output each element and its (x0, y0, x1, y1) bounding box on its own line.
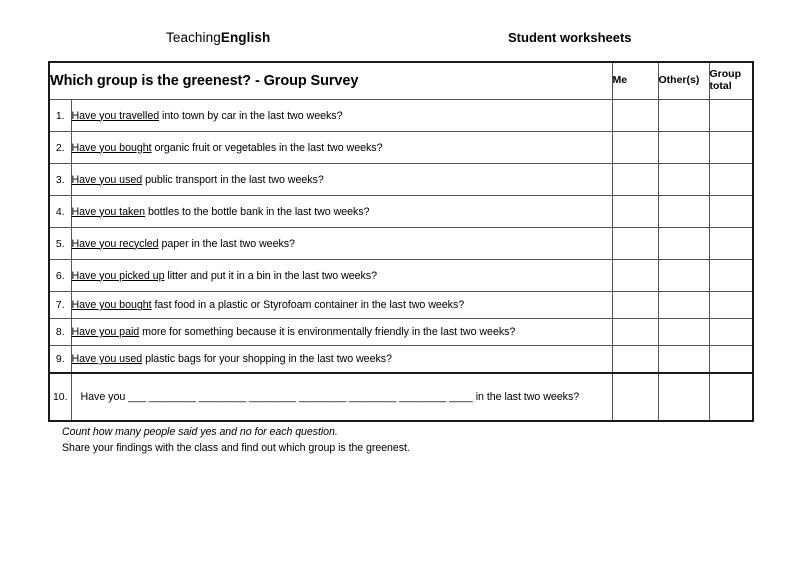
answer-cell-others[interactable] (658, 228, 709, 260)
row-number: 4. (49, 196, 71, 228)
answer-cell-others[interactable] (658, 100, 709, 132)
row-number: 10. (49, 373, 71, 421)
question-rest: litter and put it in a bin in the last two weeks? (164, 269, 378, 282)
group-total-line1: Group (709, 68, 742, 81)
row-number: 6. (49, 260, 71, 292)
question-text (71, 164, 612, 196)
question-rest: public transport in the last two weeks? (142, 173, 324, 186)
answer-cell-group-total[interactable] (709, 164, 753, 196)
row-number: 8. (49, 319, 71, 346)
answer-cell-others[interactable] (658, 346, 709, 374)
question-stem: Have you taken (71, 205, 146, 218)
answer-cell-others[interactable] (658, 319, 709, 346)
question-stem: Have you bought (71, 299, 152, 311)
question-stem: Have you used (71, 173, 143, 186)
answer-cell-others[interactable] (658, 373, 709, 421)
answer-cell-group-total[interactable] (709, 292, 753, 319)
table-header-row (49, 62, 753, 100)
answer-cell-group-total[interactable] (709, 260, 753, 292)
brand-bold-text: English (220, 30, 271, 45)
column-header-group-total (709, 62, 753, 100)
answer-cell-me[interactable] (612, 260, 658, 292)
table-row (49, 196, 753, 228)
answer-cell-group-total[interactable] (709, 228, 753, 260)
row-number: 3. (49, 164, 71, 196)
answer-cell-group-total[interactable] (709, 196, 753, 228)
table-row (49, 164, 753, 196)
question-stem: Have you recycled (71, 237, 159, 250)
answer-cell-group-total[interactable] (709, 319, 753, 346)
answer-cell-me[interactable] (612, 319, 658, 346)
question-stem: Have you travelled (71, 109, 160, 122)
question-text (71, 260, 612, 292)
question-stem: Have you picked up (71, 269, 165, 282)
answer-cell-me[interactable] (612, 346, 658, 374)
table-row (49, 319, 753, 346)
instruction-notes (62, 424, 762, 457)
answer-cell-others[interactable] (658, 132, 709, 164)
question-rest: into town by car in the last two weeks? (159, 109, 343, 122)
instruction-line-2: Share your findings with the class and find out which group is the greenest. (62, 442, 410, 455)
question-stem: Have you used (71, 353, 143, 365)
question-rest: bottles to the bottle bank in the last two weeks? (145, 205, 370, 218)
table-row (49, 373, 753, 421)
answer-cell-group-total[interactable] (709, 100, 753, 132)
question-rest: more for something because it is environmentally friendly in the last two weeks? (139, 326, 516, 338)
row-number: 9. (49, 346, 71, 374)
table-row (49, 100, 753, 132)
column-header-others: Other(s) (658, 62, 709, 100)
table-row (49, 132, 753, 164)
answer-cell-me[interactable] (612, 196, 658, 228)
question-stem: Have you bought (71, 141, 152, 154)
row-number: 1. (49, 100, 71, 132)
question-rest: organic fruit or vegetables in the last two weeks? (151, 141, 383, 154)
row-number: 7. (49, 292, 71, 319)
survey-table-wrapper (48, 61, 752, 422)
brand-logo (166, 30, 270, 45)
question-text (71, 292, 612, 319)
question-rest: Have you ___ ________ ________ ________ ________ ________ ________ ____ in the last two weeks? (80, 391, 580, 403)
question-stem: Have you paid (71, 326, 140, 338)
row-number: 5. (49, 228, 71, 260)
question-text-blank[interactable] (71, 373, 612, 421)
brand-regular-text: Teaching (166, 30, 221, 45)
question-text (71, 228, 612, 260)
group-survey-table (48, 61, 754, 422)
answer-cell-others[interactable] (658, 196, 709, 228)
table-row (49, 292, 753, 319)
survey-title: Which group is the greenest? - Group Survey (49, 62, 612, 100)
answer-cell-group-total[interactable] (709, 346, 753, 374)
document-header (48, 30, 752, 50)
instruction-line-1: Count how many people said yes and no for each question. (62, 426, 338, 438)
row-number: 2. (49, 132, 71, 164)
question-rest: plastic bags for your shopping in the last two weeks? (142, 353, 392, 365)
answer-cell-others[interactable] (658, 164, 709, 196)
question-text (71, 319, 612, 346)
answer-cell-me[interactable] (612, 164, 658, 196)
table-row (49, 260, 753, 292)
question-text (71, 100, 612, 132)
table-row (49, 346, 753, 374)
answer-cell-others[interactable] (658, 260, 709, 292)
answer-cell-group-total[interactable] (709, 373, 753, 421)
answer-cell-group-total[interactable] (709, 132, 753, 164)
header-right-label: Student worksheets (508, 30, 632, 45)
answer-cell-others[interactable] (658, 292, 709, 319)
table-row (49, 228, 753, 260)
question-text (71, 132, 612, 164)
question-rest: fast food in a plastic or Styrofoam container in the last two weeks? (151, 299, 465, 311)
column-header-me: Me (612, 62, 658, 100)
answer-cell-me[interactable] (612, 292, 658, 319)
answer-cell-me[interactable] (612, 373, 658, 421)
question-rest: paper in the last two weeks? (158, 237, 295, 250)
question-text (71, 346, 612, 374)
group-total-line2: total (709, 80, 732, 92)
question-text (71, 196, 612, 228)
answer-cell-me[interactable] (612, 228, 658, 260)
answer-cell-me[interactable] (612, 100, 658, 132)
answer-cell-me[interactable] (612, 132, 658, 164)
